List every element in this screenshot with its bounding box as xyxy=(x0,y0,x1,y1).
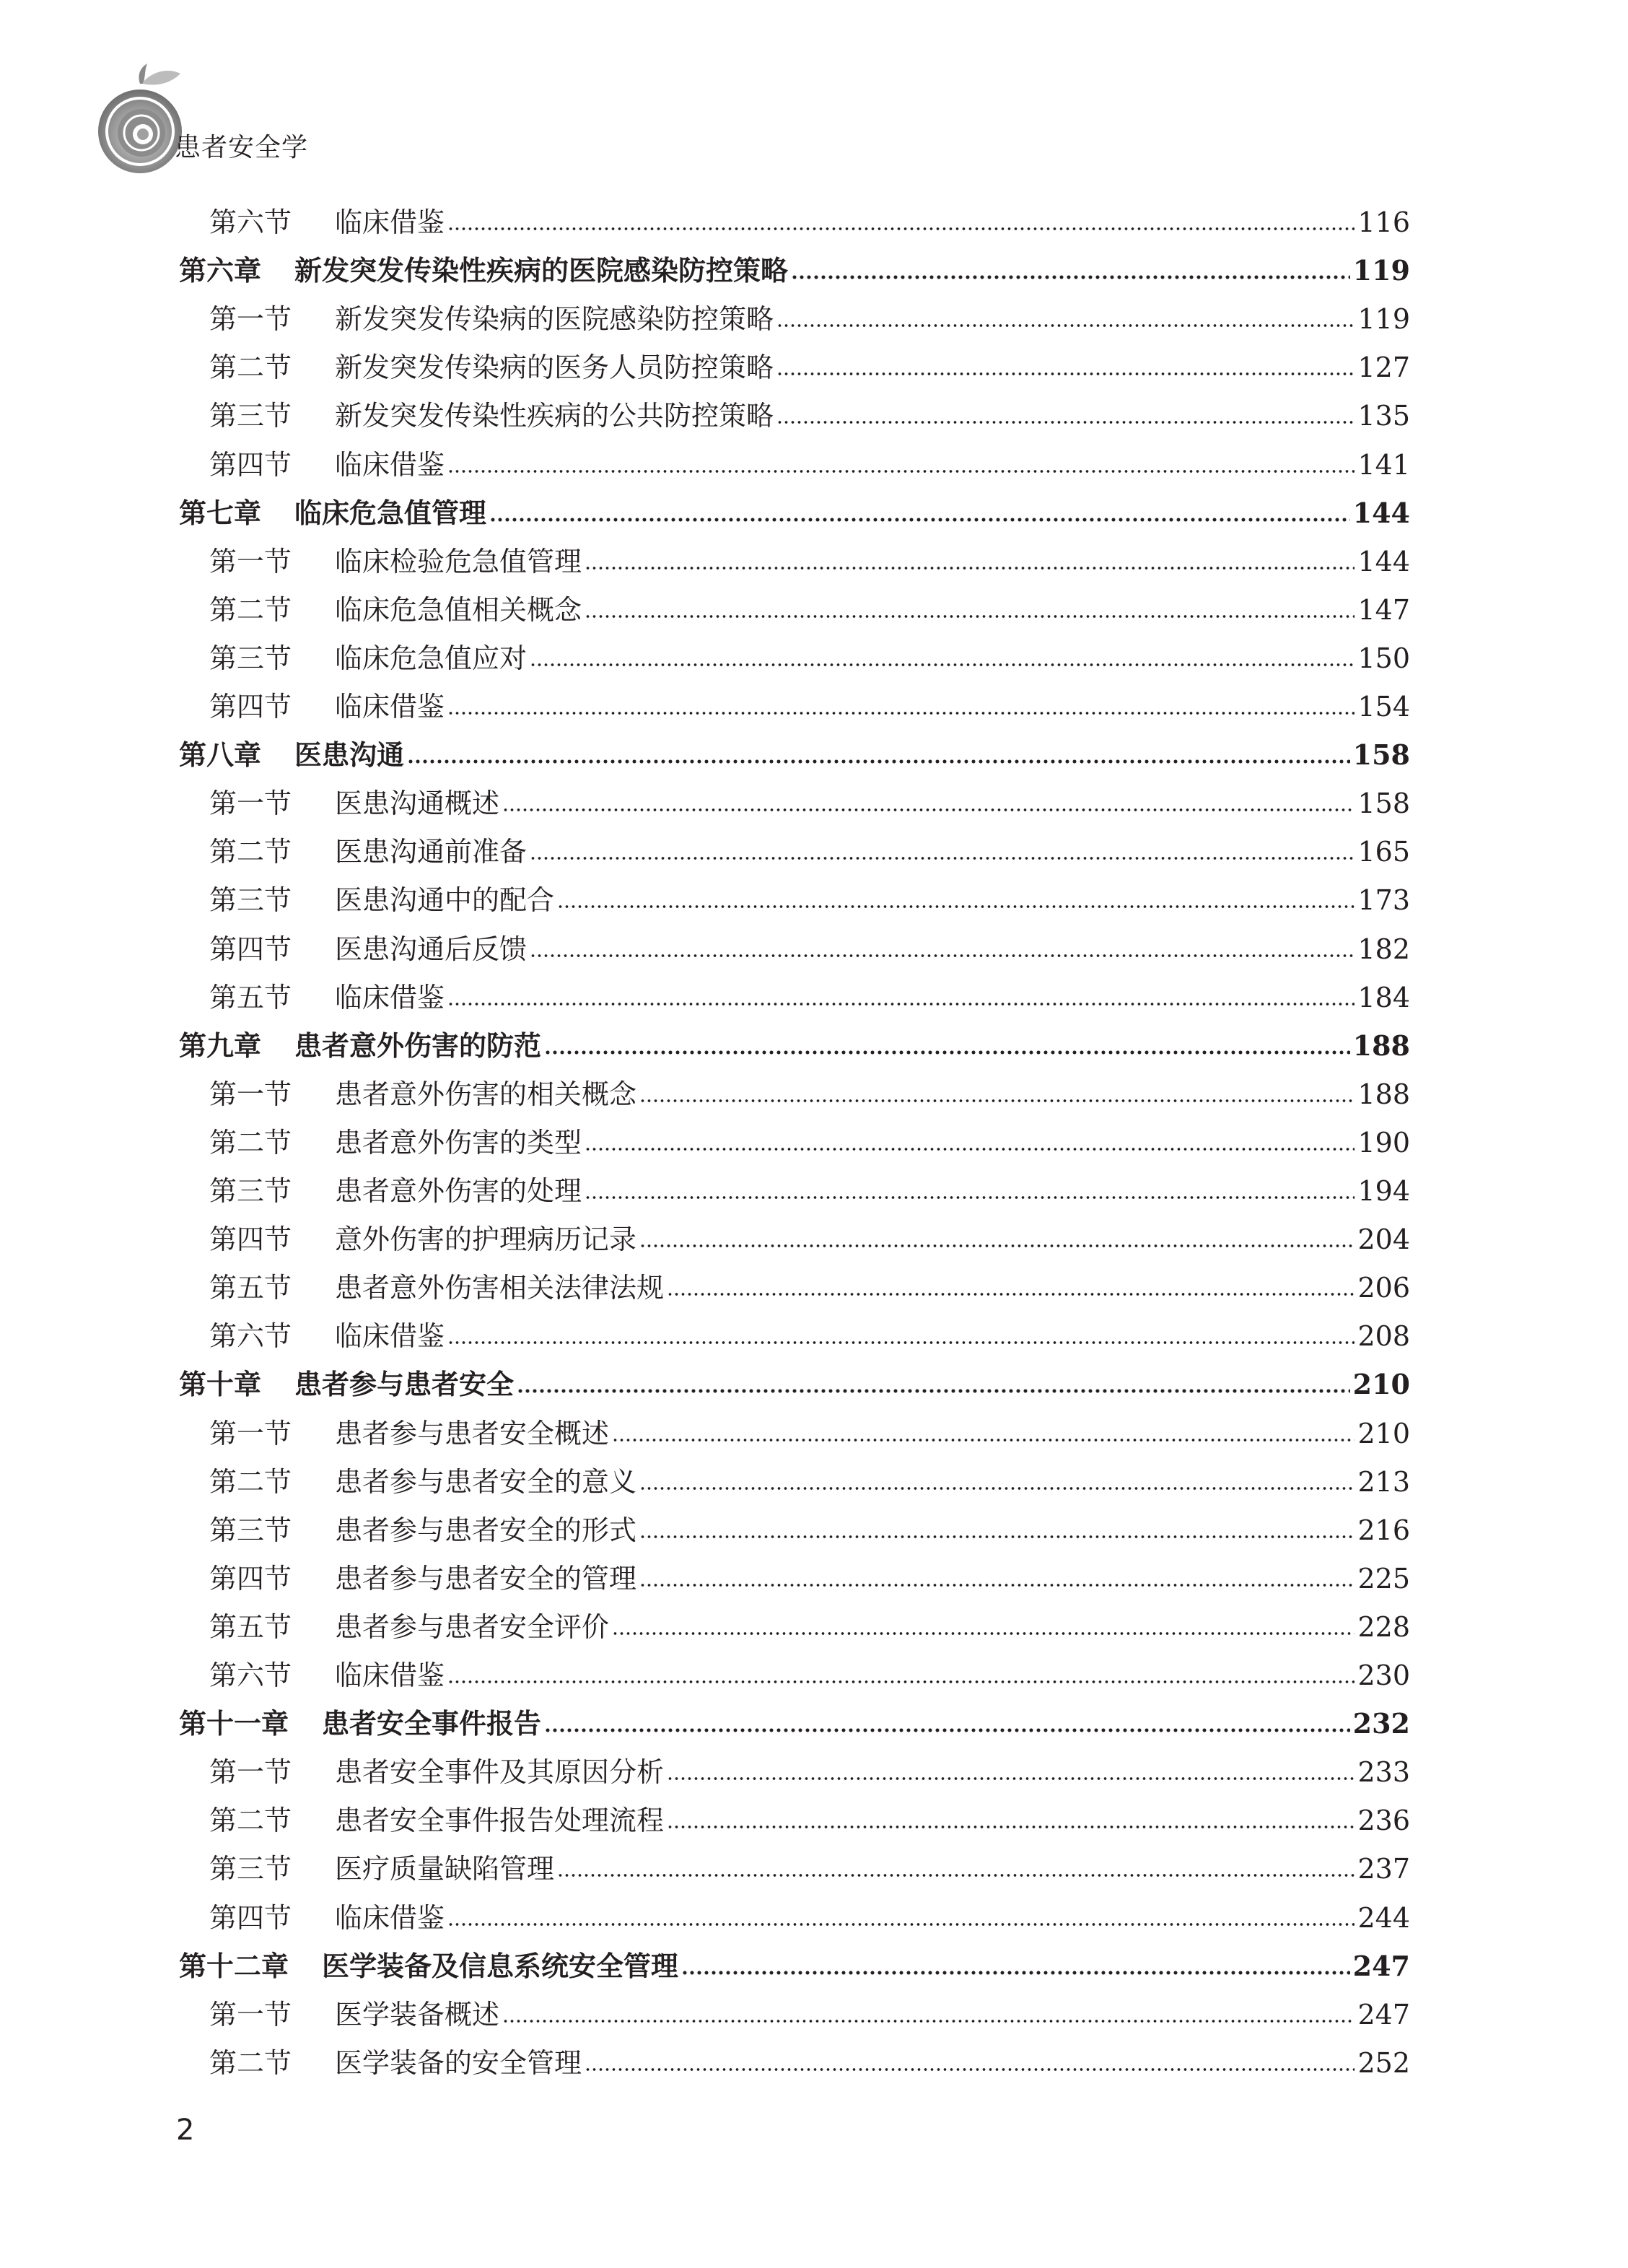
toc-section-entry xyxy=(0,1605,1628,1654)
toc-section-entry xyxy=(0,443,1628,492)
page-ref: 236 xyxy=(1355,1803,1410,1838)
section-title: 新发突发传染病的医院感染防控策略 xyxy=(335,302,776,336)
page-ref: 127 xyxy=(1355,350,1410,385)
section-title: 患者意外伤害的类型 xyxy=(335,1125,585,1160)
toc-chapter-entry xyxy=(0,249,1628,297)
chapter-title: 患者意外伤害的防范 xyxy=(294,1029,544,1063)
section-title: 患者安全事件及其原因分析 xyxy=(335,1755,667,1789)
chapter-title: 患者参与患者安全 xyxy=(294,1367,517,1402)
section-title: 临床借鉴 xyxy=(335,689,447,724)
section-number: 第二节 xyxy=(209,836,292,868)
section-number: 第三节 xyxy=(209,642,292,674)
section-number: 第二节 xyxy=(209,352,292,384)
section-title: 医患沟通后反馈 xyxy=(335,932,530,967)
section-number: 第四节 xyxy=(209,1224,292,1256)
dot-leader xyxy=(585,566,1355,570)
toc-section-entry xyxy=(0,1460,1628,1509)
section-number: 第六节 xyxy=(209,1659,292,1691)
dot-leader xyxy=(517,1389,1350,1393)
page-ref: 144 xyxy=(1355,544,1410,579)
section-title: 医患沟通中的配合 xyxy=(335,883,557,917)
dot-leader xyxy=(667,1292,1355,1296)
section-number: 第三节 xyxy=(209,1514,292,1546)
section-title: 临床危急值应对 xyxy=(335,641,530,676)
page-ref: 150 xyxy=(1355,641,1410,676)
section-number: 第二节 xyxy=(209,1465,292,1498)
dot-leader xyxy=(530,954,1355,958)
page-ref: 244 xyxy=(1355,1901,1410,1935)
section-number: 第四节 xyxy=(209,1562,292,1595)
section-number: 第四节 xyxy=(209,448,292,481)
section-number: 第六节 xyxy=(209,206,292,238)
toc-section-entry xyxy=(0,297,1628,346)
toc-section-entry xyxy=(0,1412,1628,1460)
section-title: 临床借鉴 xyxy=(335,205,447,240)
chapter-number: 第十一章 xyxy=(179,1708,289,1740)
page-ref: 194 xyxy=(1355,1174,1410,1208)
chapter-number: 第八章 xyxy=(179,739,262,772)
page-ref: 230 xyxy=(1355,1658,1410,1693)
toc-section-entry xyxy=(0,1993,1628,2041)
toc-section-entry xyxy=(0,830,1628,878)
dot-leader xyxy=(407,759,1350,764)
dot-leader xyxy=(530,663,1355,667)
toc-section-entry xyxy=(0,976,1628,1024)
section-number: 第二节 xyxy=(209,593,292,626)
section-title: 临床危急值相关概念 xyxy=(335,593,585,627)
dot-leader xyxy=(447,1680,1355,1684)
chapter-title: 新发突发传染性疾病的医院感染防控策略 xyxy=(294,253,791,288)
section-title: 临床借鉴 xyxy=(335,1319,447,1353)
dot-leader xyxy=(639,1535,1355,1539)
section-title: 医学装备概述 xyxy=(335,1997,502,2032)
section-number: 第一节 xyxy=(209,1998,292,2031)
dot-leader xyxy=(447,711,1355,715)
dot-leader xyxy=(530,856,1355,860)
page-ref: 154 xyxy=(1355,689,1410,724)
toc-chapter-entry xyxy=(0,733,1628,782)
section-number: 第六节 xyxy=(209,1320,292,1353)
dot-leader xyxy=(776,372,1355,376)
toc-section-entry xyxy=(0,1266,1628,1314)
chapter-number: 第六章 xyxy=(179,255,262,287)
toc-section-entry xyxy=(0,878,1628,927)
toc-chapter-entry xyxy=(0,1024,1628,1073)
section-number: 第三节 xyxy=(209,1175,292,1207)
toc-section-entry xyxy=(0,1314,1628,1363)
dot-leader xyxy=(557,1873,1355,1877)
dot-leader xyxy=(639,1099,1355,1103)
section-number: 第五节 xyxy=(209,1272,292,1304)
page-ref: 247 xyxy=(1350,1949,1410,1984)
section-title: 医患沟通概述 xyxy=(335,786,502,821)
section-title: 患者安全事件报告处理流程 xyxy=(335,1803,667,1838)
section-title: 临床借鉴 xyxy=(335,1901,447,1935)
section-title: 新发突发传染病的医务人员防控策略 xyxy=(335,350,776,385)
dot-leader xyxy=(447,1340,1355,1345)
toc-section-entry xyxy=(0,394,1628,442)
toc-section-entry xyxy=(0,1169,1628,1218)
dot-leader xyxy=(585,1195,1355,1200)
toc-section-entry xyxy=(0,1557,1628,1605)
page-ref: 225 xyxy=(1355,1561,1410,1596)
chapter-title: 医患沟通 xyxy=(294,738,407,772)
page-ref: 173 xyxy=(1355,883,1410,917)
section-title: 医患沟通前准备 xyxy=(335,834,530,869)
toc-section-entry xyxy=(0,1509,1628,1557)
page-ref: 135 xyxy=(1355,398,1410,433)
page-ref: 158 xyxy=(1355,786,1410,821)
section-title: 患者意外伤害的相关概念 xyxy=(335,1077,639,1112)
page-ref: 208 xyxy=(1355,1319,1410,1353)
chapter-title: 临床危急值管理 xyxy=(294,496,489,531)
page-ref: 144 xyxy=(1350,496,1410,531)
page-ref: 206 xyxy=(1355,1270,1410,1305)
page-ref: 188 xyxy=(1355,1077,1410,1112)
page-ref: 247 xyxy=(1355,1997,1410,2032)
page-number: 2 xyxy=(176,2114,195,2147)
page-ref: 141 xyxy=(1355,448,1410,482)
toc-chapter-entry xyxy=(0,492,1628,540)
page-ref: 147 xyxy=(1355,593,1410,627)
toc-section-entry xyxy=(0,201,1628,249)
toc-section-entry xyxy=(0,588,1628,637)
toc-section-entry xyxy=(0,1121,1628,1169)
chapter-title: 医学装备及信息系统安全管理 xyxy=(322,1949,681,1984)
dot-leader xyxy=(585,1147,1355,1151)
section-number: 第一节 xyxy=(209,788,292,820)
page-ref: 188 xyxy=(1350,1029,1410,1063)
dot-leader xyxy=(502,808,1355,812)
chapter-number: 第十章 xyxy=(179,1369,262,1401)
section-number: 第四节 xyxy=(209,1901,292,1934)
section-number: 第一节 xyxy=(209,1756,292,1789)
section-number: 第一节 xyxy=(209,303,292,336)
page-ref: 216 xyxy=(1355,1513,1410,1548)
section-number: 第二节 xyxy=(209,1805,292,1837)
book-title: 患者安全学 xyxy=(175,133,309,162)
toc-section-entry xyxy=(0,1799,1628,1847)
toc-section-entry xyxy=(0,1073,1628,1121)
page-ref: 119 xyxy=(1350,253,1410,288)
section-title: 临床借鉴 xyxy=(335,980,447,1015)
section-title: 患者参与患者安全的意义 xyxy=(335,1465,639,1499)
dot-leader xyxy=(776,323,1355,328)
section-number: 第三节 xyxy=(209,1853,292,1885)
page-ref: 213 xyxy=(1355,1465,1410,1499)
chapter-title: 患者安全事件报告 xyxy=(322,1706,544,1741)
toc-section-entry xyxy=(0,782,1628,830)
dot-leader xyxy=(639,1583,1355,1587)
dot-leader xyxy=(612,1631,1355,1636)
dot-leader xyxy=(639,1244,1355,1248)
dot-leader xyxy=(557,904,1355,909)
section-title: 临床检验危急值管理 xyxy=(335,544,585,579)
toc-section-entry xyxy=(0,1654,1628,1702)
section-number: 第一节 xyxy=(209,1078,292,1110)
section-title: 医疗质量缺陷管理 xyxy=(335,1852,557,1886)
toc-section-entry xyxy=(0,1847,1628,1896)
toc-section-entry xyxy=(0,2041,1628,2090)
toc-chapter-entry xyxy=(0,1363,1628,1411)
page-ref: 116 xyxy=(1355,205,1410,240)
section-number: 第三节 xyxy=(209,400,292,432)
dot-leader xyxy=(502,2019,1355,2023)
page-ref: 210 xyxy=(1350,1367,1410,1402)
section-title: 患者意外伤害相关法律法规 xyxy=(335,1270,667,1305)
page-ref: 204 xyxy=(1355,1222,1410,1257)
chapter-number: 第十二章 xyxy=(179,1950,289,1982)
page-ref: 182 xyxy=(1355,932,1410,967)
page-ref: 237 xyxy=(1355,1852,1410,1886)
page-header xyxy=(89,62,378,185)
page-ref: 232 xyxy=(1350,1706,1410,1741)
page-ref: 210 xyxy=(1355,1416,1410,1451)
section-title: 患者参与患者安全的管理 xyxy=(335,1561,639,1596)
chapter-number: 第九章 xyxy=(179,1029,262,1062)
page-ref: 184 xyxy=(1355,980,1410,1015)
dot-leader xyxy=(585,2067,1355,2072)
section-title: 医学装备的安全管理 xyxy=(335,2046,585,2080)
dot-leader xyxy=(776,420,1355,424)
toc-section-entry xyxy=(0,637,1628,685)
section-number: 第四节 xyxy=(209,933,292,965)
page-ref: 119 xyxy=(1355,302,1410,336)
section-title: 新发突发传染性疾病的公共防控策略 xyxy=(335,398,776,433)
section-title: 临床借鉴 xyxy=(335,448,447,482)
section-number: 第五节 xyxy=(209,1610,292,1643)
section-number: 第一节 xyxy=(209,545,292,577)
toc-section-entry xyxy=(0,540,1628,588)
dot-leader xyxy=(447,1002,1355,1006)
toc-section-entry xyxy=(0,685,1628,733)
toc-section-entry xyxy=(0,1218,1628,1266)
chapter-number: 第七章 xyxy=(179,497,262,529)
dot-leader xyxy=(791,275,1350,279)
toc-chapter-entry xyxy=(0,1945,1628,1993)
dot-leader xyxy=(447,227,1355,231)
section-title: 患者意外伤害的处理 xyxy=(335,1174,585,1208)
section-title: 临床借鉴 xyxy=(335,1658,447,1693)
page-ref: 228 xyxy=(1355,1610,1410,1644)
section-title: 意外伤害的护理病历记录 xyxy=(335,1222,639,1257)
dot-leader xyxy=(639,1486,1355,1491)
section-number: 第四节 xyxy=(209,691,292,723)
page-ref: 252 xyxy=(1355,2046,1410,2080)
section-title: 患者参与患者安全的形式 xyxy=(335,1513,639,1548)
dot-leader xyxy=(447,1922,1355,1927)
toc-section-entry xyxy=(0,346,1628,394)
dot-leader xyxy=(667,1825,1355,1829)
section-title: 患者参与患者安全评价 xyxy=(335,1610,612,1644)
toc-section-entry xyxy=(0,1750,1628,1799)
dot-leader xyxy=(544,1728,1350,1732)
page-ref: 190 xyxy=(1355,1125,1410,1160)
dot-leader xyxy=(667,1776,1355,1781)
toc-chapter-entry xyxy=(0,1702,1628,1750)
section-title: 患者参与患者安全概述 xyxy=(335,1416,612,1451)
section-number: 第二节 xyxy=(209,2046,292,2079)
dot-leader xyxy=(544,1050,1350,1055)
toc-section-entry xyxy=(0,1896,1628,1945)
page-ref: 158 xyxy=(1350,738,1410,772)
dot-leader xyxy=(585,614,1355,619)
section-number: 第二节 xyxy=(209,1126,292,1159)
toc-section-entry xyxy=(0,928,1628,976)
dot-leader xyxy=(681,1971,1350,1975)
section-number: 第五节 xyxy=(209,981,292,1013)
dot-leader xyxy=(612,1438,1355,1442)
section-number: 第一节 xyxy=(209,1417,292,1449)
page-ref: 165 xyxy=(1355,834,1410,869)
dot-leader xyxy=(489,518,1350,522)
page-ref: 233 xyxy=(1355,1755,1410,1789)
dot-leader xyxy=(447,469,1355,474)
section-number: 第三节 xyxy=(209,884,292,917)
